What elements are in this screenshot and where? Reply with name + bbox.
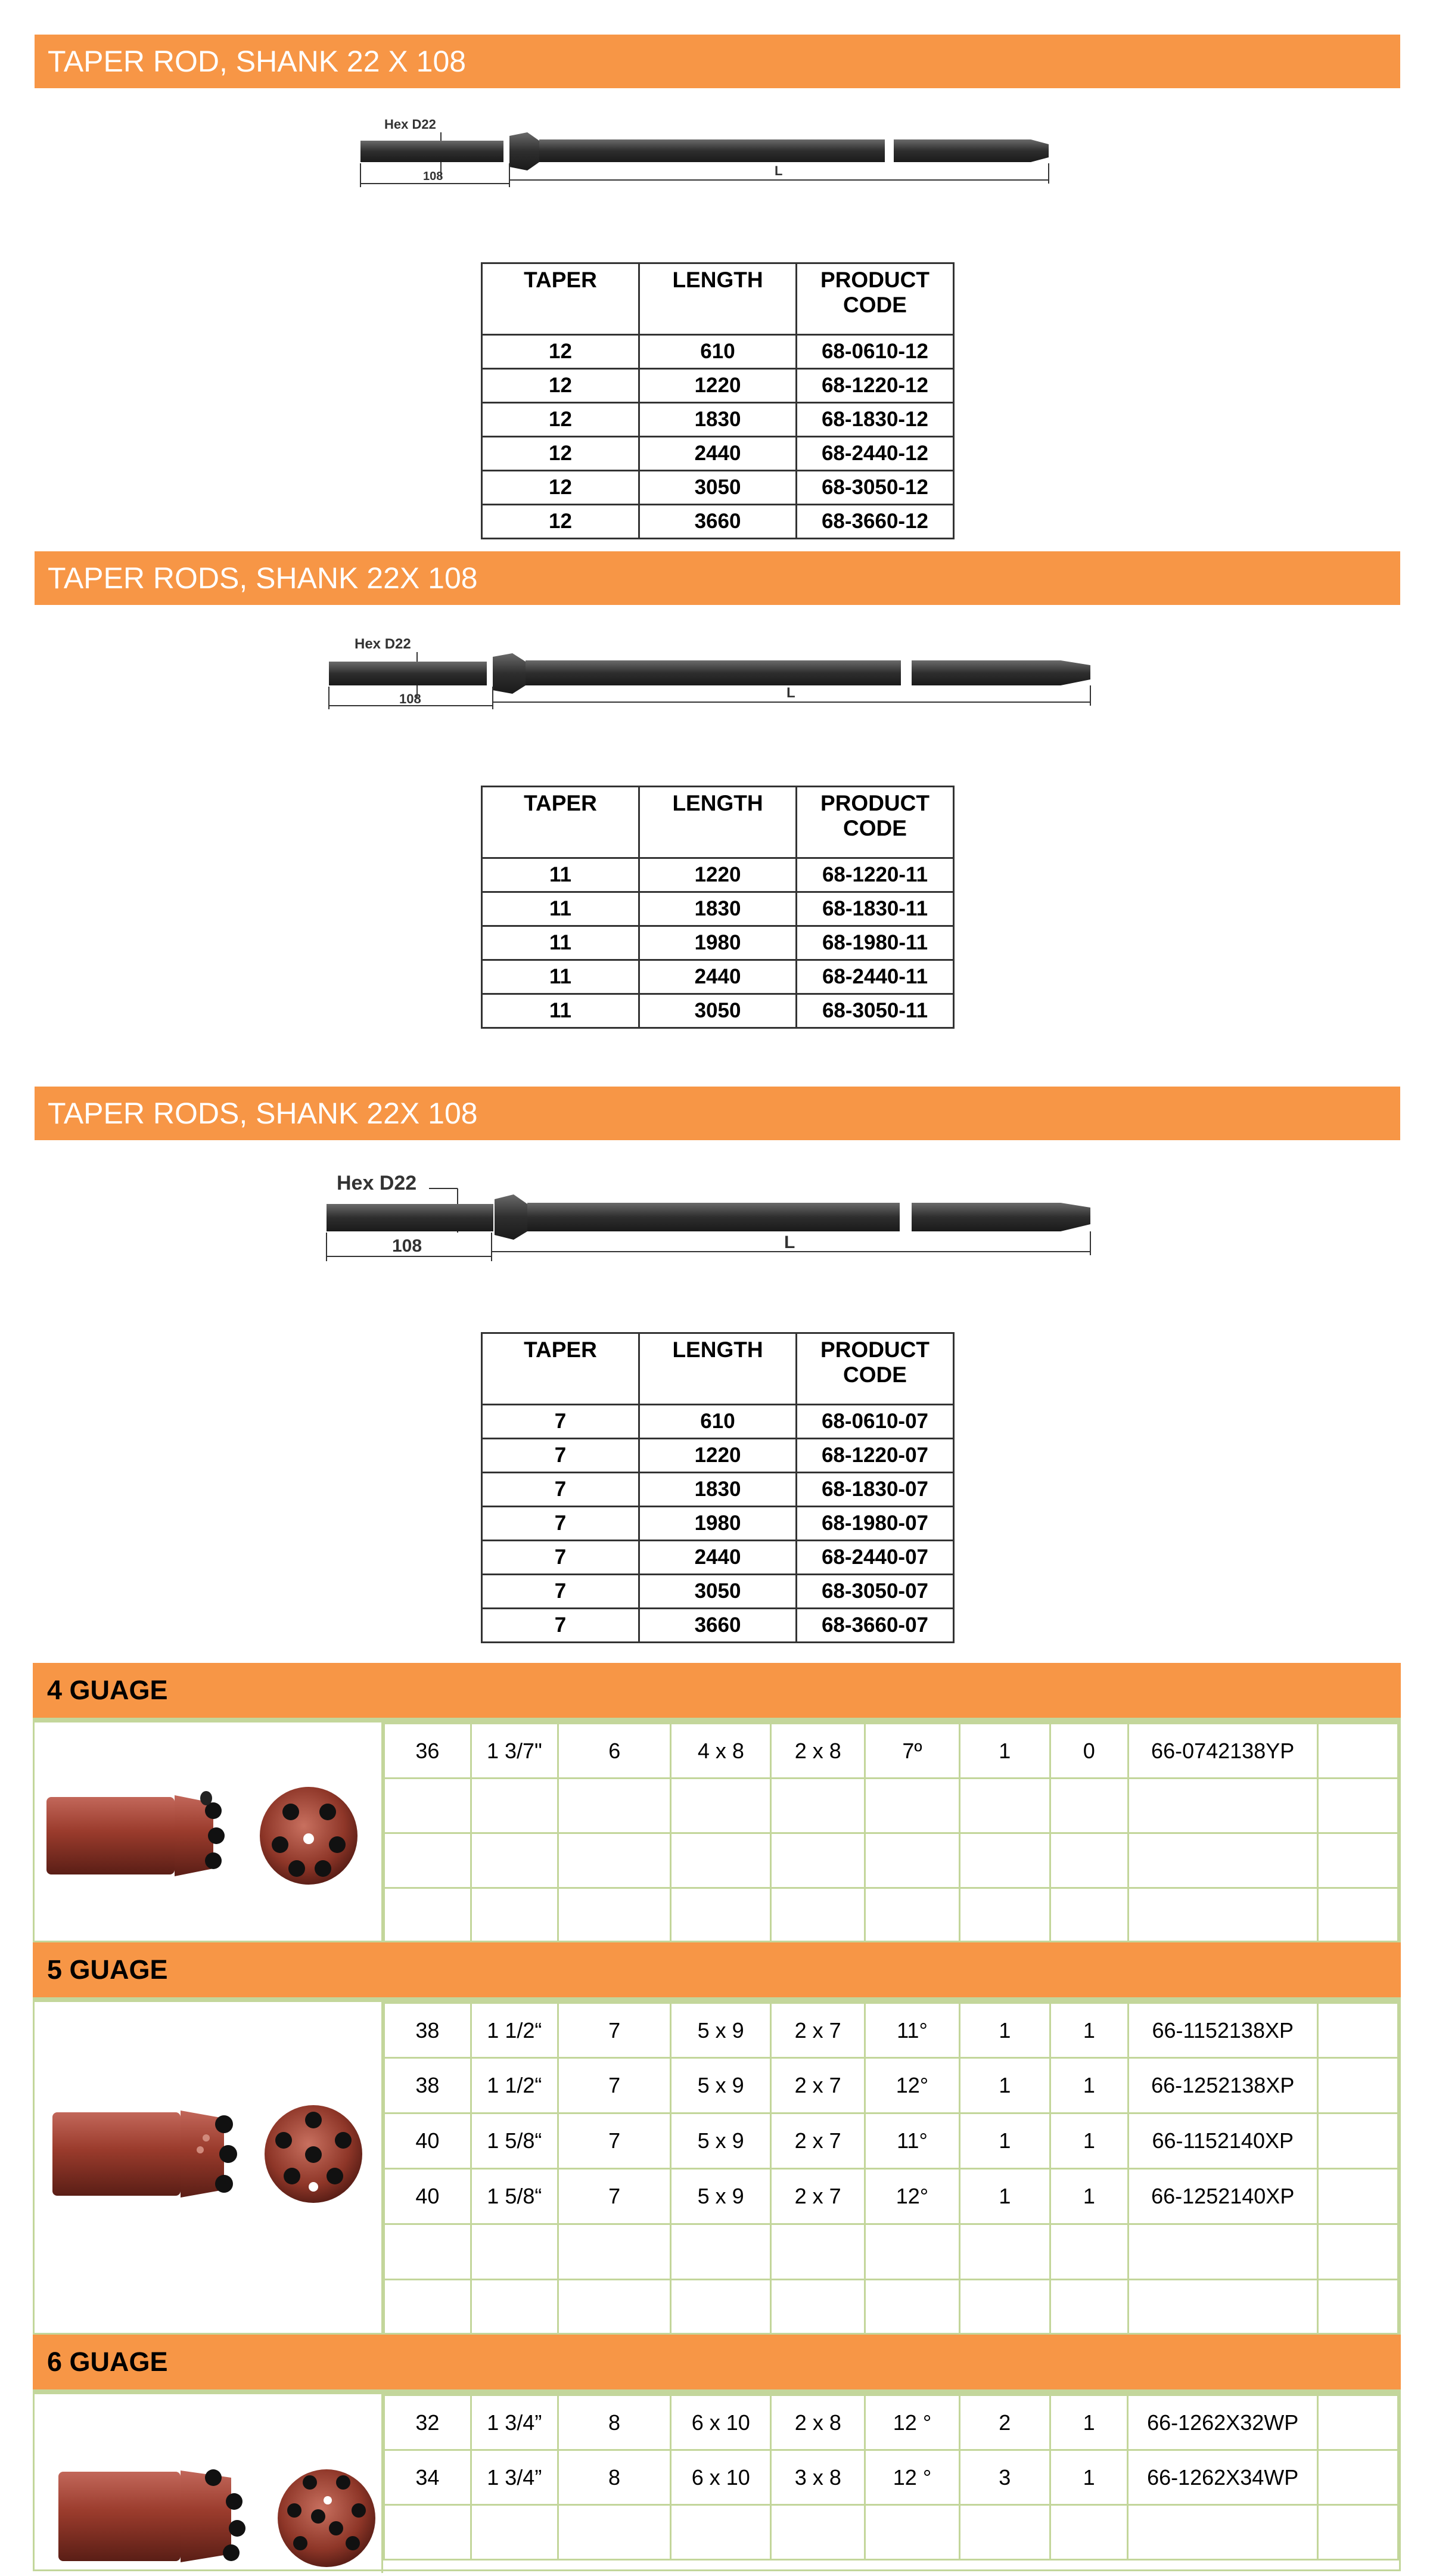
section-3-table (481, 1332, 955, 1643)
cell: 1 (1050, 2395, 1128, 2450)
cell-taper: 12 (482, 369, 639, 403)
cell (471, 2280, 558, 2334)
cell: 36 (384, 1724, 471, 1779)
cell-taper: 7 (482, 1439, 639, 1473)
table-row (482, 858, 954, 892)
rod-collar (495, 1194, 527, 1240)
cell: 66-1152140XP (1128, 2113, 1317, 2169)
cell-product-code: 68-1220-11 (797, 858, 954, 892)
cell (671, 2280, 771, 2334)
rod-shank (329, 662, 487, 685)
cell (865, 1888, 959, 1942)
cell (1128, 1779, 1317, 1833)
gauge-4-title: 4 GUAGE (47, 1675, 168, 1705)
table-row (482, 505, 954, 539)
table-header-row (482, 787, 954, 858)
cell (1317, 1888, 1398, 1942)
table-row (482, 369, 954, 403)
rod-length-label: L (786, 685, 795, 701)
cell (771, 2280, 865, 2334)
cell (671, 1888, 771, 1942)
cell-taper: 11 (482, 858, 639, 892)
shank-length-label: 108 (399, 691, 421, 706)
gauge-5-table-block (33, 2000, 1401, 2335)
cell: 1 1/2“ (471, 2003, 558, 2058)
cell-length: 1220 (639, 1439, 797, 1473)
cell: 1 (1050, 2003, 1129, 2058)
cell (1317, 2058, 1398, 2113)
cell (384, 2280, 471, 2334)
cell: 1 (1050, 2450, 1128, 2505)
table-row (482, 1609, 954, 1643)
cell: 2 x 8 (771, 2395, 865, 2450)
cell-product-code: 68-1220-07 (797, 1439, 954, 1473)
cell (959, 2280, 1050, 2334)
cell: 32 (384, 2395, 471, 2450)
cell: 7 (558, 2003, 670, 2058)
table-row (384, 2224, 1398, 2280)
cell (671, 1833, 771, 1888)
cell-length: 1980 (639, 926, 797, 960)
cell (671, 2505, 771, 2560)
cell (471, 1779, 558, 1833)
table-row (482, 1473, 954, 1507)
cell: 12° (865, 2058, 960, 2113)
header-length: LENGTH (639, 1333, 797, 1405)
cell: 1 (1050, 2169, 1129, 2224)
gauge-4-table-block (33, 1721, 1401, 1942)
cell-length: 3660 (639, 1609, 797, 1643)
cell (384, 1833, 471, 1888)
cell: 6 x 10 (671, 2395, 771, 2450)
cell-taper: 7 (482, 1405, 639, 1439)
rod-body (539, 139, 885, 162)
cell-length: 3050 (639, 1575, 797, 1609)
shank-length-label: 108 (392, 1236, 422, 1256)
cell-product-code: 68-0610-12 (797, 335, 954, 369)
table-row (482, 892, 954, 926)
cell (1317, 1724, 1398, 1779)
gauge-6-bit-image (35, 2394, 383, 2573)
cell (558, 1833, 671, 1888)
cell (1317, 1779, 1398, 1833)
cell: 8 (558, 2395, 670, 2450)
button-bit-face-view (278, 2469, 375, 2567)
table-row (482, 1507, 954, 1541)
cell (771, 1833, 865, 1888)
gauge-6-spec-table (383, 2394, 1399, 2561)
section-2-banner (35, 551, 1400, 605)
table-row (384, 1724, 1398, 1779)
table-row (384, 2280, 1398, 2334)
table-row (482, 1541, 954, 1575)
cell (1128, 2224, 1317, 2280)
cell: 2 x 7 (771, 2058, 865, 2113)
table-row (384, 2003, 1398, 2058)
gauge-6-title: 6 GUAGE (47, 2347, 168, 2377)
cell-product-code: 68-1980-07 (797, 1507, 954, 1541)
gauge-5-title: 5 GUAGE (47, 1954, 168, 1985)
table-row (482, 926, 954, 960)
cell: 1 (959, 2169, 1050, 2224)
gauge-5-spec-table (383, 2002, 1399, 2335)
button-bit-face-view (265, 2105, 362, 2203)
cell (1128, 1833, 1317, 1888)
cell-length: 610 (639, 335, 797, 369)
section-3-title: TAPER RODS, SHANK 22X 108 (48, 1097, 478, 1130)
section-2-rod-drawing (322, 632, 1108, 721)
table-row (482, 1405, 954, 1439)
header-product-code: PRODUCT CODE (797, 263, 954, 335)
cell (471, 2505, 558, 2560)
cell (1050, 1833, 1128, 1888)
cell: 7º (865, 1724, 959, 1779)
cell-length: 1980 (639, 1507, 797, 1541)
table-row (384, 1779, 1398, 1833)
cell: 66-0742138YP (1128, 1724, 1317, 1779)
cell-length: 3050 (639, 994, 797, 1028)
cell: 7 (558, 2113, 670, 2169)
cell-length: 1830 (639, 403, 797, 437)
cell (1317, 2003, 1398, 2058)
cell (1317, 2280, 1398, 2334)
cell: 34 (384, 2450, 471, 2505)
section-1-banner (35, 35, 1400, 88)
rod-shank (360, 141, 503, 162)
cell-taper: 12 (482, 403, 639, 437)
cell (471, 2224, 558, 2280)
table-row (482, 1575, 954, 1609)
table-row (482, 403, 954, 437)
header-product-code: PRODUCT CODE (797, 1333, 954, 1405)
cell: 2 (959, 2395, 1050, 2450)
cell (771, 2224, 865, 2280)
section-2-title: TAPER RODS, SHANK 22X 108 (48, 561, 478, 595)
cell-length: 3050 (639, 471, 797, 505)
button-bit-side-view (46, 1791, 225, 1876)
cell-product-code: 68-2440-11 (797, 960, 954, 994)
gauge-6-table-block (33, 2392, 1401, 2571)
section-2-table (481, 786, 955, 1029)
table-row (384, 1888, 1398, 1942)
section-3-banner (35, 1087, 1400, 1140)
cell (671, 2224, 771, 2280)
hex-label: Hex D22 (355, 636, 411, 652)
cell-product-code: 68-1220-12 (797, 369, 954, 403)
button-bit-side-view (52, 2111, 237, 2198)
cell (1128, 1888, 1317, 1942)
rod-taper (1061, 1203, 1090, 1231)
cell (558, 2280, 670, 2334)
cell (865, 2224, 960, 2280)
table-row (384, 2113, 1398, 2169)
table-row (384, 1833, 1398, 1888)
cell (384, 1779, 471, 1833)
table-header-row (482, 263, 954, 335)
cell-taper: 12 (482, 437, 639, 471)
cell: 1 5/8“ (471, 2113, 558, 2169)
cell: 38 (384, 2058, 471, 2113)
rod-taper (1061, 660, 1090, 685)
cell (558, 1779, 671, 1833)
cell: 0 (1050, 1724, 1128, 1779)
cell (1050, 2224, 1129, 2280)
cell (1128, 2280, 1317, 2334)
table-row (482, 471, 954, 505)
cell (1317, 2113, 1398, 2169)
cell: 1 (959, 2113, 1050, 2169)
cell-product-code: 68-3050-11 (797, 994, 954, 1028)
cell (771, 2505, 865, 2560)
gauge-4-header (33, 1663, 1401, 1721)
cell: 6 (558, 1724, 671, 1779)
cell: 1 3/7" (471, 1724, 558, 1779)
rod-length-label: L (775, 163, 783, 178)
table-header-row (482, 1333, 954, 1405)
hex-label: Hex D22 (337, 1172, 417, 1194)
button-bit-side-view (58, 2469, 245, 2562)
cell-product-code: 68-3660-12 (797, 505, 954, 539)
header-taper: TAPER (482, 1333, 639, 1405)
cell-taper: 12 (482, 335, 639, 369)
cell: 2 x 8 (771, 1724, 865, 1779)
cell (1050, 1888, 1128, 1942)
cell (1050, 2505, 1128, 2560)
cell: 5 x 9 (671, 2113, 771, 2169)
cell (384, 2505, 471, 2560)
cell (1050, 1779, 1128, 1833)
hex-label: Hex D22 (384, 117, 436, 132)
header-length: LENGTH (639, 263, 797, 335)
gauge-6-header (33, 2335, 1401, 2392)
table-row (482, 994, 954, 1028)
cell-taper: 12 (482, 505, 639, 539)
cell: 66-1152138XP (1128, 2003, 1317, 2058)
table-row (482, 437, 954, 471)
cell-length: 2440 (639, 1541, 797, 1575)
cell (1050, 2280, 1129, 2334)
cell-taper: 11 (482, 960, 639, 994)
rod-length-label: L (784, 1233, 795, 1252)
cell-taper: 12 (482, 471, 639, 505)
cell-length: 2440 (639, 437, 797, 471)
cell (771, 1888, 865, 1942)
section-1-title: TAPER ROD, SHANK 22 X 108 (48, 45, 467, 78)
gauge-4-spec-table (383, 1722, 1399, 1942)
cell-length: 3660 (639, 505, 797, 539)
header-length: LENGTH (639, 787, 797, 858)
cell: 66-1262X32WP (1128, 2395, 1317, 2450)
cell (1317, 2224, 1398, 2280)
rod-body (526, 660, 901, 685)
table-row (384, 2169, 1398, 2224)
header-taper: TAPER (482, 263, 639, 335)
table-row (384, 2450, 1398, 2505)
rod-body (527, 1203, 900, 1231)
rod-collar (509, 132, 539, 170)
table-row (482, 1439, 954, 1473)
table-row (384, 2058, 1398, 2113)
cell: 4 x 8 (671, 1724, 771, 1779)
cell-taper: 7 (482, 1575, 639, 1609)
cell: 1 5/8“ (471, 2169, 558, 2224)
cell: 7 (558, 2058, 670, 2113)
table-row (384, 2395, 1398, 2450)
cell-product-code: 68-0610-07 (797, 1405, 954, 1439)
table-row (482, 960, 954, 994)
cell-product-code: 68-3050-12 (797, 471, 954, 505)
gauge-4-bit-image (35, 1722, 383, 1941)
cell (959, 1888, 1050, 1942)
header-taper: TAPER (482, 787, 639, 858)
cell: 12 ° (865, 2395, 959, 2450)
cell-product-code: 68-1980-11 (797, 926, 954, 960)
cell: 2 x 7 (771, 2003, 865, 2058)
cell: 2 x 7 (771, 2169, 865, 2224)
cell (1317, 2450, 1398, 2505)
cell: 66-1262X34WP (1128, 2450, 1317, 2505)
cell (671, 1779, 771, 1833)
cell-product-code: 68-2440-07 (797, 1541, 954, 1575)
table-row (384, 2505, 1398, 2560)
cell-product-code: 68-1830-11 (797, 892, 954, 926)
cell-product-code: 68-2440-12 (797, 437, 954, 471)
cell-length: 610 (639, 1405, 797, 1439)
cell (865, 2280, 960, 2334)
cell (959, 1779, 1050, 1833)
cell: 1 (1050, 2058, 1129, 2113)
cell (771, 1779, 865, 1833)
cell (865, 1833, 959, 1888)
cell: 1 (959, 2003, 1050, 2058)
cell-taper: 11 (482, 892, 639, 926)
cell: 3 (959, 2450, 1050, 2505)
cell: 11° (865, 2003, 960, 2058)
rod-body-right (894, 139, 1031, 162)
cell: 1 3/4” (471, 2395, 558, 2450)
cell (384, 2224, 471, 2280)
cell-taper: 7 (482, 1541, 639, 1575)
cell-length: 1220 (639, 858, 797, 892)
cell (558, 1888, 671, 1942)
cell-taper: 7 (482, 1507, 639, 1541)
cell-product-code: 68-3050-07 (797, 1575, 954, 1609)
cell: 1 3/4” (471, 2450, 558, 2505)
cell: 1 (959, 2058, 1050, 2113)
cell: 6 x 10 (671, 2450, 771, 2505)
gauge-5-header (33, 1942, 1401, 2000)
cell: 7 (558, 2169, 670, 2224)
cell (384, 1888, 471, 1942)
cell: 12° (865, 2169, 960, 2224)
rod-body-right (912, 660, 1061, 685)
cell-length: 2440 (639, 960, 797, 994)
cell (1317, 2169, 1398, 2224)
cell-product-code: 68-1830-12 (797, 403, 954, 437)
cell (959, 1833, 1050, 1888)
rod-body-right (912, 1203, 1061, 1231)
cell: 2 x 7 (771, 2113, 865, 2169)
cell (471, 1833, 558, 1888)
cell (959, 2224, 1050, 2280)
cell: 66-1252138XP (1128, 2058, 1317, 2113)
cell-product-code: 68-3660-07 (797, 1609, 954, 1643)
cell: 1 1/2“ (471, 2058, 558, 2113)
cell: 38 (384, 2003, 471, 2058)
cell (471, 1888, 558, 1942)
cell-taper: 7 (482, 1473, 639, 1507)
rod-taper (1031, 139, 1049, 162)
cell (1128, 2505, 1317, 2560)
section-1-rod-drawing (352, 113, 1067, 197)
cell-length: 1220 (639, 369, 797, 403)
cell-length: 1830 (639, 892, 797, 926)
cell: 1 (1050, 2113, 1129, 2169)
cell-taper: 11 (482, 926, 639, 960)
cell-product-code: 68-1830-07 (797, 1473, 954, 1507)
cell (959, 2505, 1050, 2560)
cell-taper: 7 (482, 1609, 639, 1643)
cell (1317, 2395, 1398, 2450)
cell (558, 2505, 670, 2560)
cell: 8 (558, 2450, 670, 2505)
cell (865, 2505, 959, 2560)
cell: 1 (959, 1724, 1050, 1779)
cell: 5 x 9 (671, 2058, 771, 2113)
cell: 12 ° (865, 2450, 959, 2505)
cell: 3 x 8 (771, 2450, 865, 2505)
cell: 40 (384, 2113, 471, 2169)
gauge-5-bit-image (35, 2002, 383, 2333)
cell: 40 (384, 2169, 471, 2224)
header-product-code: PRODUCT CODE (797, 787, 954, 858)
shank-length-label: 108 (423, 170, 443, 183)
section-1-table (481, 262, 955, 539)
cell: 66-1252140XP (1128, 2169, 1317, 2224)
cell: 5 x 9 (671, 2003, 771, 2058)
cell-taper: 11 (482, 994, 639, 1028)
cell-length: 1830 (639, 1473, 797, 1507)
section-3-rod-drawing (322, 1168, 1108, 1270)
cell (1317, 2505, 1398, 2560)
button-bit-face-view (260, 1787, 358, 1885)
cell (1317, 1833, 1398, 1888)
cell (865, 1779, 959, 1833)
cell: 5 x 9 (671, 2169, 771, 2224)
table-row (482, 335, 954, 369)
rod-collar (493, 653, 526, 694)
cell: 11° (865, 2113, 960, 2169)
rod-shank (327, 1204, 493, 1231)
cell (558, 2224, 670, 2280)
